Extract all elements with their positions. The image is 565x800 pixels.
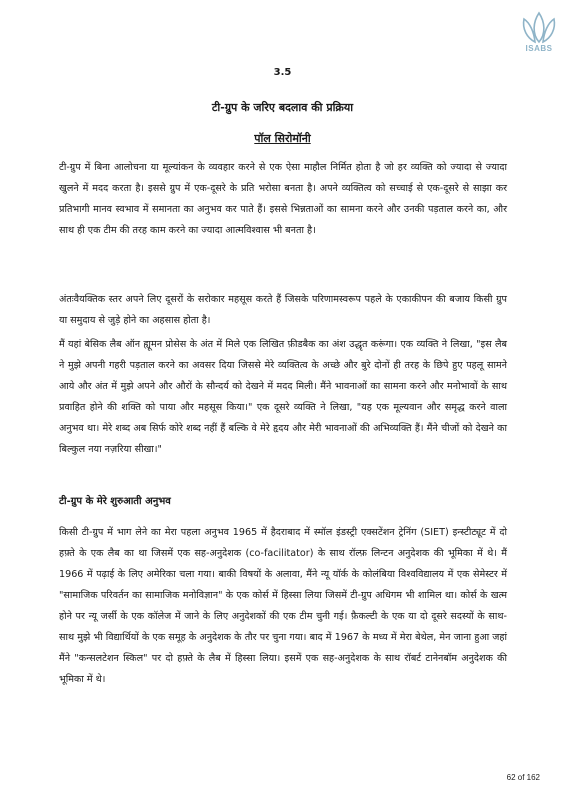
section-number: 3.5: [273, 67, 292, 78]
paragraph: किसी टी-ग्रुप में भाग लेने का मेरा पहला अनुभव 1965 में हैदराबाद में स्मॉल इंडस्ट्री एक्सटेंशन ट्रेनिंग (SIET) इन्स्टीट्यूट में दो हफ़्ते के एक लैब का था जिसमें एक सह-अनुदेशक (co-facilitator) के साथ रॉल्फ़ लिन्टन अनुदेशक की भूमिका में थे। मैं 1966 में पढ़ाई के लिए अमेरिका चला गया। बाकी विषयों के अलावा, मैंने न्यू यॉर्क के कोलंबिया विश्वविद्यालय में एक सेमेस्टर में "सामाजिक परिवर्तन का सामाजिक मनोविज्ञान" के एक कोर्स में हिस्सा लिया जिसमें टी-ग्रुप अधिगम भी शामिल था। कोर्स के खत्म होने पर न्यू जर्सी के एक कॉलेज में जाने के लिए अनुदेशकों की एक टीम चुनी गई। फ़ैकल्टी के एक या दो दूसरे सदस्यों के साथ-साथ मुझे भी विद्यार्थियों के एक समूह के अनुदेशक के तौर पर चुना गया। बाद में 1967 के मध्य में मेरा बेथेल, मेन जाना हुआ जहां मैंने "कन्सलटेशन स्किल" पर दो हफ़्ते के लैब में हिस्सा लिया। इसमें एक सह-अनुदेशक के साथ रॉबर्ट टानेनबॉम अनुदेशक की भूमिका में थे।: [59, 527, 507, 685]
logo-text: ISABS: [525, 44, 553, 53]
paragraph: मैं यहां बेसिक लैब ऑन ह्यूमन प्रोसेस के अंत में मिले एक लिखित फ़ीडबैक का अंश उद्धृत करूंगा। एक व्यक्ति ने लिखा, "इस लैब ने मुझे अपनी गहरी पड़ताल करने का अवसर दिया जिससे मेरे व्यक्तित्व के अच्छे और बुरे दोनों ही तरह के छिपे हुए पहलू सामने आये और अंत में मुझे अपने और औरों के सौन्दर्य को देखने में मदद मिली। मैंने भावनाओं का सामना करने और मनोभावों के साथ प्रवाहित होने की शक्ति को पाया और महसूस किया।" एक दूसरे व्यक्ति ने लिखा, "यह एक मूल्यवान और समृद्ध करने वाला अनुभव था। मेरे शब्द अब सिर्फ कोरे शब्द नहीं हैं बल्कि वे मेरे हृदय और मेरी भावनाओं की अभिव्यक्ति हैं। मैंने चीजों को देखने का बिल्कुल नया नज़रिया सीखा।": [59, 339, 507, 455]
paragraph: अंतःवैयक्तिक स्तर अपने लिए दूसरों के सरोकार महसूस करते हैं जिसके परिणामस्वरूप पहले के एकाकीपन की बजाय किसी ग्रुप या समुदाय से जुड़े होने का अहसास होता है।: [59, 294, 507, 326]
paragraph: टी-ग्रुप में बिना आलोचना या मूल्यांकन के व्यवहार करने से एक ऐसा माहौल निर्मित होता है जो हर व्यक्ति को ज्यादा से ज्यादा खुलने में मदद करता है। इससे ग्रुप में एक-दूसरे के प्रति भरोसा बनता है। अपने व्यक्तित्व को सच्चाई से एक-दूसरे से साझा कर प्रतिभागी मानव स्वभाव में समानता का अनुभव कर पाते हैं। इससे भिन्नताओं का सामना करने और उनकी पड़ताल करने का, और साथ ही एक टीम की तरह काम करने का ज्यादा आत्मविश्वास भी बनता है।: [59, 162, 507, 236]
section-heading: टी-ग्रुप के मेरे शुरुआती अनुभव: [59, 496, 171, 507]
lotus-icon: [518, 10, 560, 46]
page-number: 62 of 162: [506, 773, 540, 782]
isabs-logo: [518, 10, 560, 52]
author-name: पॉल सिरोमॉनी: [254, 132, 311, 145]
chapter-title: टी-ग्रुप के जरिए बदलाव की प्रक्रिया: [211, 101, 354, 114]
